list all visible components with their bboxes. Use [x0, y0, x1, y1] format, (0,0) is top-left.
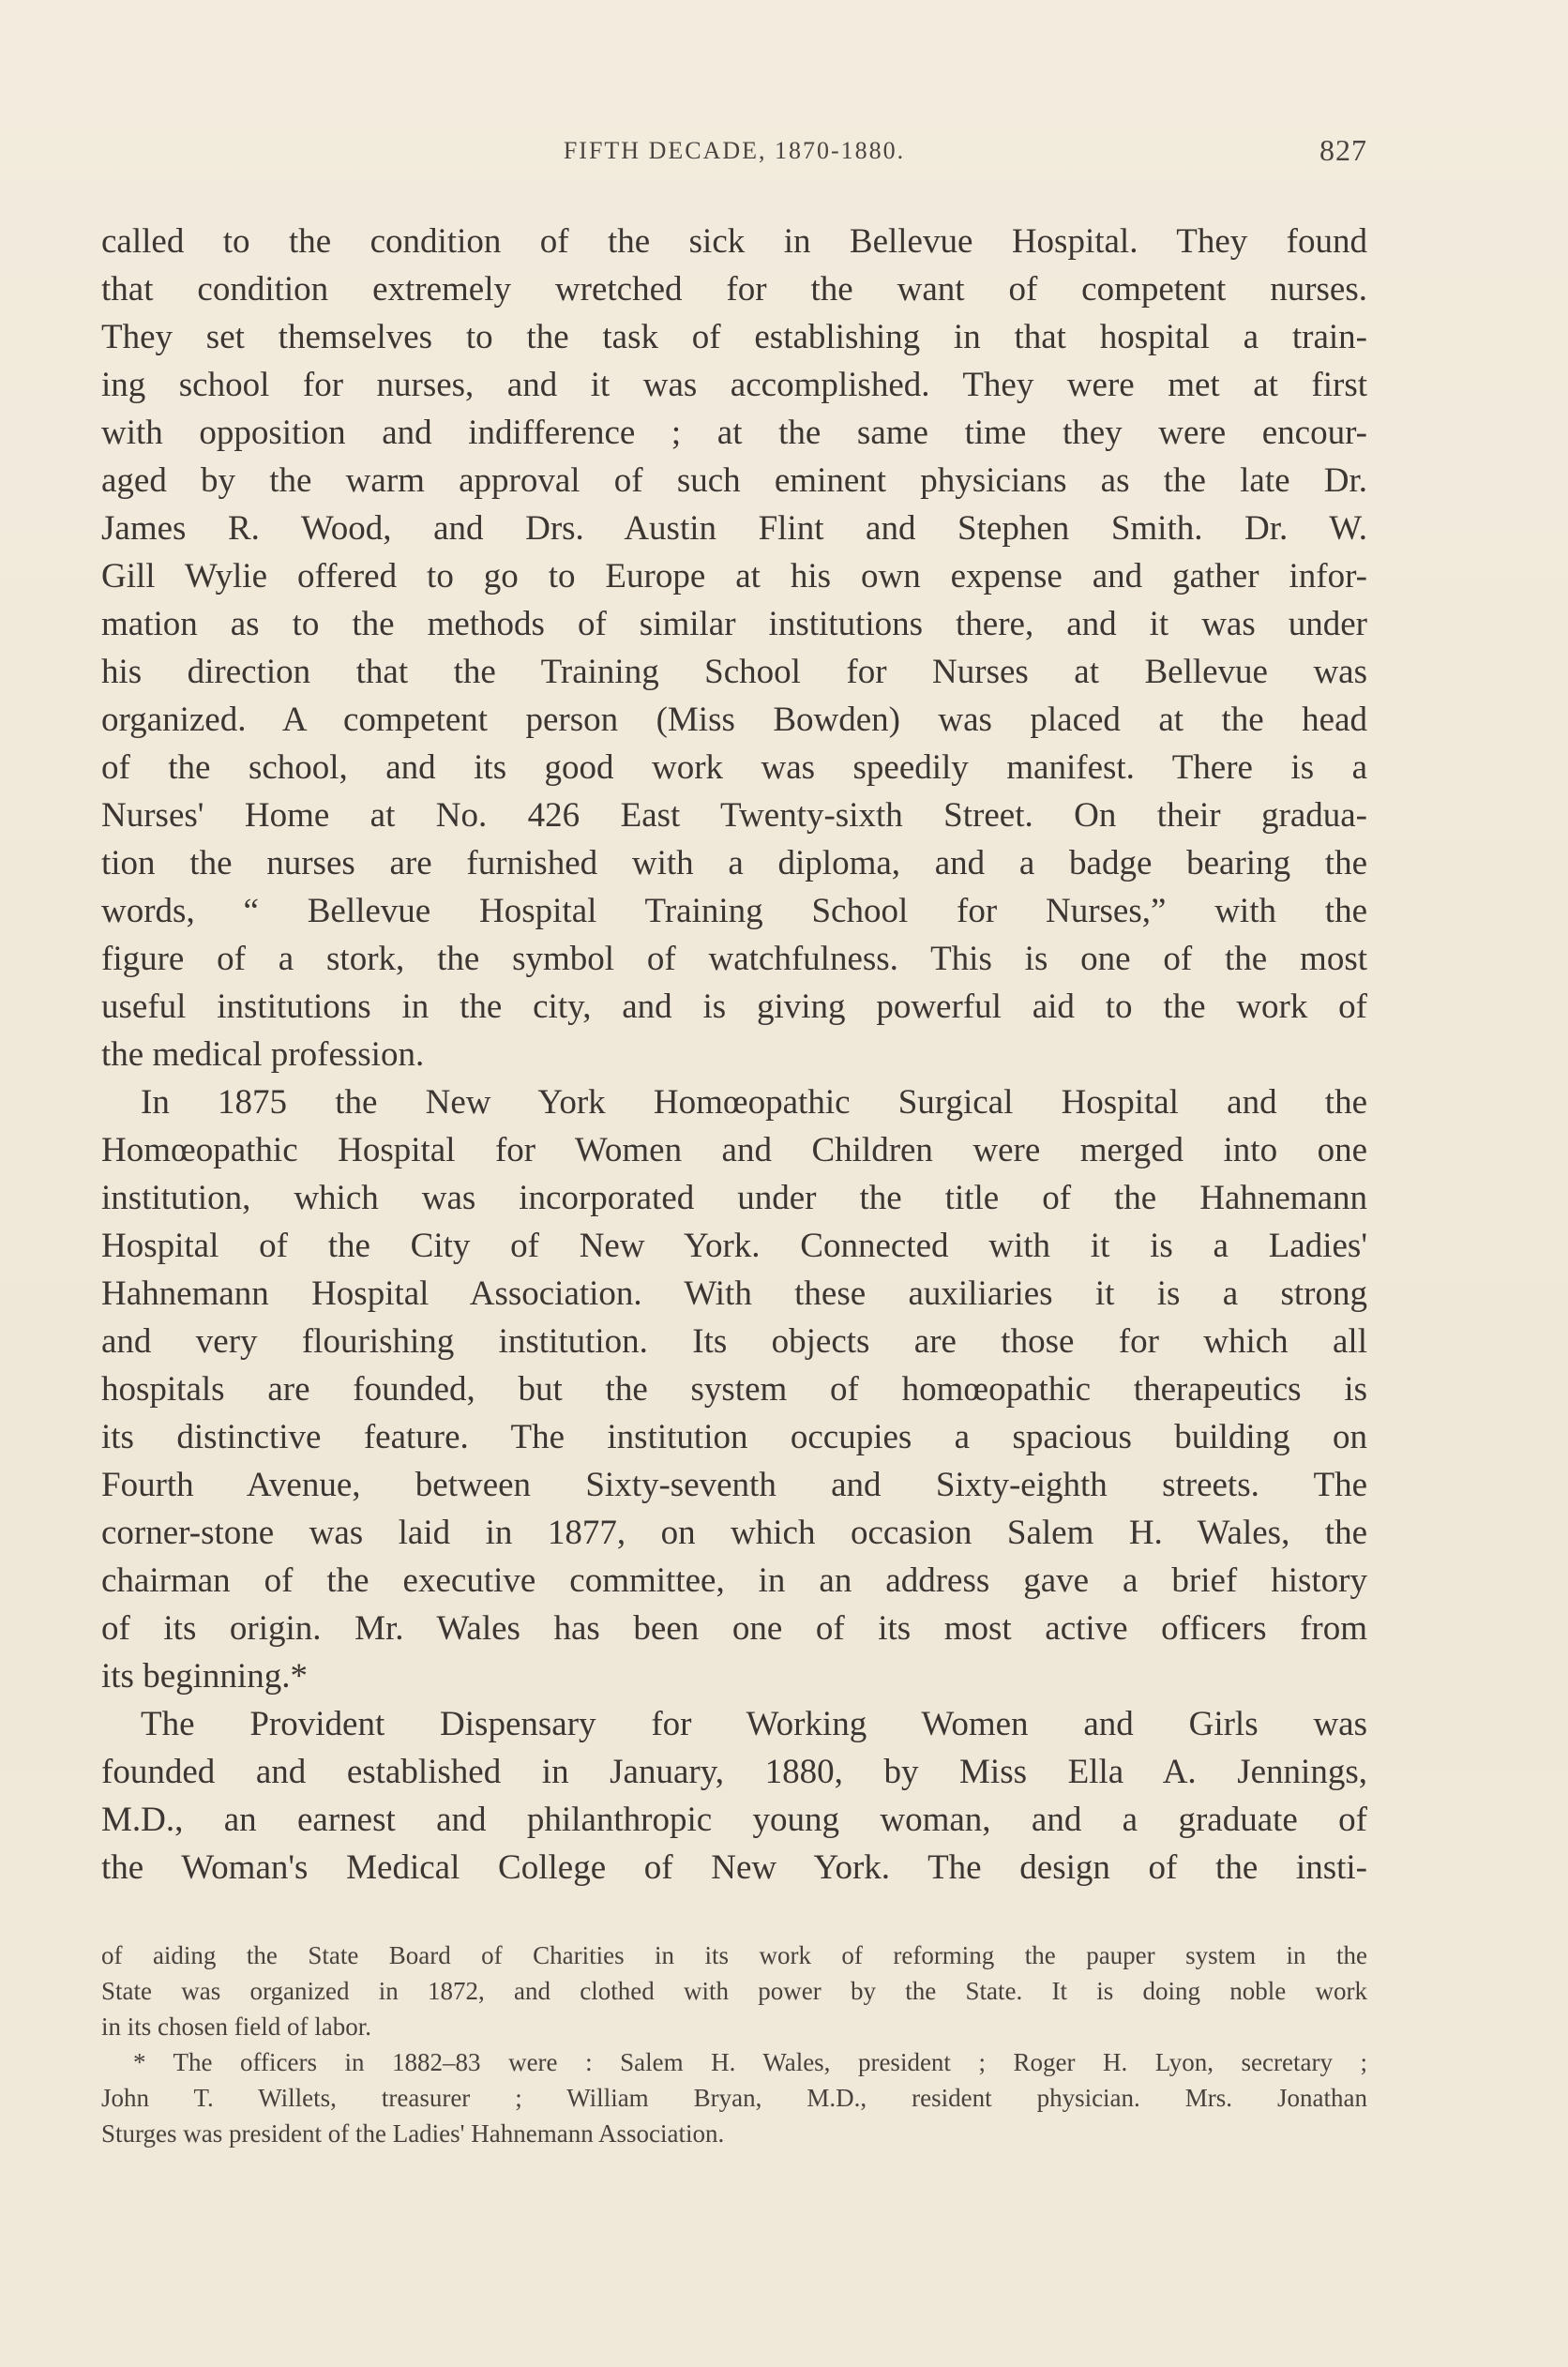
text-line: that condition extremely wretched for the want of competent nurses.	[101, 270, 1367, 309]
body-text	[101, 218, 1367, 1892]
text-line: They set themselves to the task of establishing in that hospital a train-	[101, 318, 1367, 356]
footnotes	[101, 1937, 1367, 2151]
text-line: tion the nurses are furnished with a diploma, and a badge bearing the	[101, 844, 1367, 882]
text-line: mation as to the methods of similar institutions there, and it was under	[101, 605, 1367, 643]
text-line: Fourth Avenue, between Sixty-seventh and Sixty-eighth streets. The	[101, 1466, 1367, 1504]
text-line: words, “ Bellevue Hospital Training School for Nurses,” with the	[101, 892, 1367, 930]
page-number: 827	[1319, 133, 1367, 167]
text-line: the medical profession.	[101, 1035, 425, 1074]
text-line: useful institutions in the city, and is giving powerful aid to the work of	[101, 988, 1367, 1026]
text-line: Homœopathic Hospital for Women and Children were merged into one	[101, 1131, 1367, 1169]
text-line: ing school for nurses, and it was accomplished. They were met at first	[101, 366, 1367, 404]
text-line: his direction that the Training School for Nurses at Bellevue was	[101, 653, 1367, 691]
text-line: Nurses' Home at No. 426 East Twenty-sixth Street. On their gradua-	[101, 796, 1367, 835]
text-line: with opposition and indifference ; at the same time they were encour-	[101, 414, 1367, 452]
text-line: corner-stone was laid in 1877, on which occasion Salem H. Wales, the	[101, 1514, 1367, 1552]
text-line: the Woman's Medical College of New York. The design of the insti-	[101, 1848, 1367, 1887]
footnote-line: Sturges was president of the Ladies' Hahnemann Association.	[101, 2119, 725, 2148]
text-line: hospitals are founded, but the system of homœopathic therapeutics is	[101, 1370, 1367, 1409]
text-line: Hahnemann Hospital Association. With these auxiliaries it is a strong	[101, 1274, 1367, 1313]
text-line: founded and established in January, 1880, by Miss Ella A. Jennings,	[101, 1753, 1367, 1791]
text-line: aged by the warm approval of such eminent physicians as the late Dr.	[101, 461, 1367, 500]
text-line: Gill Wylie offered to go to Europe at his own expense and gather infor-	[101, 557, 1367, 596]
text-line: M.D., an earnest and philanthropic young woman, and a graduate of	[101, 1801, 1367, 1839]
footnote-line: John T. Willets, treasurer ; William Bryan, M.D., resident physician. Mrs. Jonathan	[101, 2084, 1367, 2112]
text-line: called to the condition of the sick in Bellevue Hospital. They found	[101, 222, 1367, 261]
text-line: institution, which was incorporated under the title of the Hahnemann	[101, 1179, 1367, 1217]
footnote-line: State was organized in 1872, and clothed with power by the State. It is doing noble work	[101, 1977, 1367, 2005]
text-line: of its origin. Mr. Wales has been one of its most active officers from	[101, 1609, 1367, 1648]
text-line: chairman of the executive committee, in an address gave a brief history	[101, 1561, 1367, 1600]
text-line: James R. Wood, and Drs. Austin Flint and Stephen Smith. Dr. W.	[101, 509, 1367, 548]
footnote-line: in its chosen field of labor.	[101, 2013, 371, 2041]
text-line: and very flourishing institution. Its objects are those for which all	[101, 1322, 1367, 1361]
running-head	[101, 133, 1367, 174]
text-line: its distinctive feature. The institution occupies a spacious building on	[101, 1418, 1367, 1456]
text-line: of the school, and its good work was speedily manifest. There is a	[101, 748, 1367, 787]
running-title: FIFTH DECADE, 1870-1880.	[563, 137, 906, 164]
text-line: The Provident Dispensary for Working Women and Girls was	[141, 1705, 1367, 1743]
text-line: Hospital of the City of New York. Connected with it is a Ladies'	[101, 1227, 1367, 1265]
footnote-line: * The officers in 1882–83 were : Salem H. Wales, president ; Roger H. Lyon, secretary ;	[133, 2048, 1367, 2076]
footnote-line: of aiding the State Board of Charities in its work of reforming the pauper system in the	[101, 1941, 1367, 1969]
text-line: In 1875 the New York Homœopathic Surgical Hospital and the	[141, 1083, 1367, 1122]
text-line: figure of a stork, the symbol of watchfulness. This is one of the most	[101, 940, 1367, 978]
text-line: its beginning.*	[101, 1657, 308, 1696]
text-line: organized. A competent person (Miss Bowden) was placed at the head	[101, 701, 1367, 739]
